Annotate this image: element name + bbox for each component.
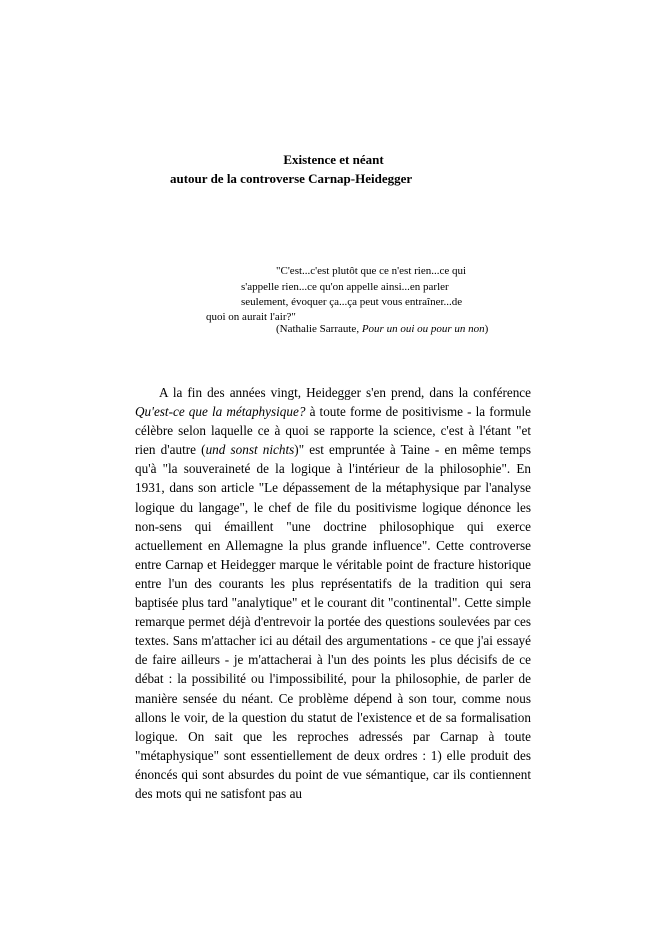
title-line-2: autour de la controverse Carnap-Heidegger — [170, 171, 413, 186]
body-segment: à toute forme de positivisme - la formule célèbre selon laquelle ce à quoi se rapporte la science, c'est à l'étant "et rien d'autre ( — [135, 404, 532, 458]
body-italic-title: Qu'est-ce que la métaphysique? — [135, 404, 306, 420]
attribution-prefix: (Nathalie Sarraute, — [276, 323, 362, 335]
attribution-work: Pour un oui ou pour un non — [361, 323, 485, 335]
body-segment: )" est empruntée à Taine - en même temps qu'à "la souveraineté de la logique à l'intérieur de la philosophie". En 1931, dans son article "Le dépassement de la métaphysique par l'analyse logique du langage", le chef de file du positivisme logique dénonce les non-sens qui émaillent "une doctrine philosophique qui exerce actuellement en Allemagne la plus grande influence". Cette controverse entre Carnap et Heidegger marque le véritable point de fracture historique entre l'un des courants les plus représentatifs de la tradition qui sera baptisée plus tard "analytique" et le courant dit "continental". Cette simple remarque permet déjà d'entrevoir la portée des questions soulevées par ces textes. Sans m'attacher ici au détail des argumentations - ce que j'ai essayé de faire ailleurs - je m'attacherai à l'un des points les plus décisifs de ce débat : la possibilité ou l'impossibilité, pour la philosophie, de parler de manière sensée du néant. Ce problème dépend à son tour, comme nous allons le voir, de la question du statut de l'existence et de sa formalisation logique. On sait que les reproches adressés par Carnap à toute "métaphysique" sont essentiellement de deux ordres : 1) elle produit des énoncés qui sont absurdes du point de vue sémantique, car ils contiennent des mots qui ne satisfont pas au — [135, 442, 531, 801]
title-line-1: Existence et néant — [283, 152, 384, 167]
epigraph-line: "C'est...c'est plutôt que ce n'est rien...ce qui — [276, 265, 467, 277]
paragraph — [135, 383, 531, 803]
attribution-suffix: ) — [484, 323, 489, 335]
body-segment: A la fin des années vingt, Heidegger s'en prend, dans la conférence — [159, 385, 531, 400]
epigraph-line: s'appelle rien...ce qu'on appelle ainsi...en parler — [241, 281, 449, 293]
epigraph-line: quoi on aurait l'air?" — [206, 311, 296, 323]
epigraph-line: seulement, évoquer ça...ça peut vous entraîner...de — [241, 296, 463, 308]
body-italic-phrase: und sonst nichts — [205, 442, 295, 458]
body-paragraph — [135, 383, 531, 803]
document-title — [0, 150, 667, 188]
epigraph-attribution — [276, 322, 488, 338]
